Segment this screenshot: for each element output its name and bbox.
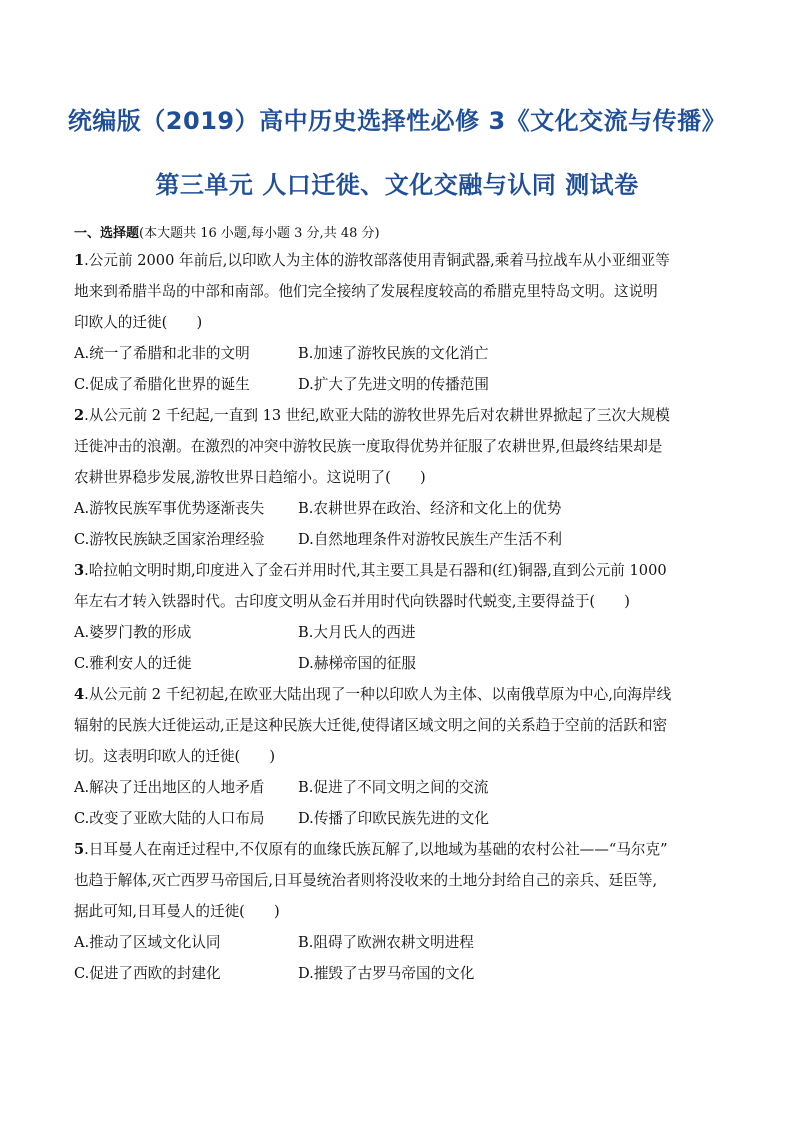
option-a: A.解决了迁出地区的人地矛盾: [74, 779, 265, 796]
option-d: D.摧毁了古罗马帝国的文化: [298, 965, 475, 982]
question-1-line-3: 印欧人的迁徙( ): [74, 314, 203, 331]
question-5-line-1: 5.日耳曼人在南迁过程中,不仅原有的血缘氏族瓦解了,以地域为基础的农村公社——“马尔克”: [74, 841, 668, 858]
question-2-number: 2: [74, 407, 85, 424]
question-1-line-2: 地来到希腊半岛的中部和南部。他们完全接纳了发展程度较高的希腊克里特岛文明。这说明: [74, 283, 658, 300]
option-d: D.自然地理条件对游牧民族生产生活不利: [298, 531, 562, 548]
option-d: D.传播了印欧民族先进的文化: [298, 810, 489, 827]
option-d: D.扩大了先进文明的传播范围: [298, 376, 489, 393]
document-subtitle: 第三单元 人口迁徙、文化交融与认同 测试卷: [155, 171, 639, 199]
question-2-options-row-2: [74, 530, 562, 550]
question-3-line-2: 年左右才转入铁器时代。古印度文明从金石并用时代向铁器时代蜕变,主要得益于( ): [74, 593, 630, 610]
section-title: 一、选择题: [74, 226, 140, 241]
option-b: B.农耕世界在政治、经济和文化上的优势: [298, 500, 562, 517]
option-b: B.大月氏人的西进: [298, 624, 416, 641]
question-2-line-2: 迁徙冲击的浪潮。在激烈的冲突中游牧民族一度取得优势并征服了农耕世界,但最终结果却是: [74, 438, 663, 455]
question-2-line-3: 农耕世界稳步发展,游牧世界日趋缩小。这说明了( ): [74, 469, 426, 486]
question-4-number: 4: [74, 686, 85, 703]
option-c: C.促成了希腊化世界的诞生: [74, 376, 250, 393]
question-5-number: 5: [74, 841, 85, 858]
question-3-line-1: 3.哈拉帕文明时期,印度进入了金石并用时代,其主要工具是石器和(红)铜器,直到公元前 1000: [74, 562, 667, 579]
option-c: C.改变了亚欧大陆的人口布局: [74, 810, 265, 827]
option-c: C.雅利安人的迁徙: [74, 655, 192, 672]
question-4-line-3: 切。这表明印欧人的迁徙( ): [74, 748, 276, 765]
section-heading: [74, 222, 380, 241]
question-3-number: 3: [74, 562, 85, 579]
question-3-options-row-1: [74, 623, 416, 643]
option-c: C.游牧民族缺乏国家治理经验: [74, 531, 265, 548]
question-1-options-row-1: [74, 344, 489, 364]
question-5-line-2: 也趋于解体,灭亡西罗马帝国后,日耳曼统治者则将没收来的土地分封给自己的亲兵、廷臣等,: [74, 872, 658, 889]
option-c: C.促进了西欧的封建化: [74, 965, 221, 982]
option-a: A.统一了希腊和北非的文明: [74, 345, 250, 362]
option-a: A.婆罗门教的形成: [74, 624, 192, 641]
question-5-options-row-2: [74, 964, 475, 984]
document-title: 统编版（2019）高中历史选择性必修 3《文化交流与传播》: [67, 107, 727, 135]
question-2-options-row-1: [74, 499, 562, 519]
option-b: B.加速了游牧民族的文化消亡: [298, 345, 489, 362]
question-3-options-row-2: [74, 654, 416, 674]
option-d: D.赫梯帝国的征服: [298, 655, 416, 672]
question-2-line-1: 2.从公元前 2 千纪起,一直到 13 世纪,欧亚大陆的游牧世界先后对农耕世界掀起了三次大规模: [74, 407, 670, 424]
question-5-line-3: 据此可知,日耳曼人的迁徙( ): [74, 903, 280, 920]
option-a: A.推动了区域文化认同: [74, 934, 221, 951]
question-1-number: 1: [74, 252, 85, 269]
option-b: B.阻碍了欧洲农耕文明进程: [298, 934, 474, 951]
question-4-line-2: 辐射的民族大迁徙运动,正是这种民族大迁徙,使得诸区域文明之间的关系趋于空前的活跃和密: [74, 717, 668, 734]
question-5-options-row-1: [74, 933, 474, 953]
question-4-options-row-2: [74, 809, 489, 829]
option-a: A.游牧民族军事优势逐渐丧失: [74, 500, 265, 517]
option-b: B.促进了不同文明之间的交流: [298, 779, 489, 796]
section-note: (本大题共 16 小题,每小题 3 分,共 48 分): [139, 226, 380, 241]
question-1-options-row-2: [74, 375, 489, 395]
question-4-line-1: 4.从公元前 2 千纪初起,在欧亚大陆出现了一种以印欧人为主体、以南俄草原为中心,向海岸线: [74, 686, 672, 703]
question-1-line-1: 1.公元前 2000 年前后,以印欧人为主体的游牧部落使用青铜武器,乘着马拉战车从小亚细亚等: [74, 252, 670, 269]
question-4-options-row-1: [74, 778, 489, 798]
